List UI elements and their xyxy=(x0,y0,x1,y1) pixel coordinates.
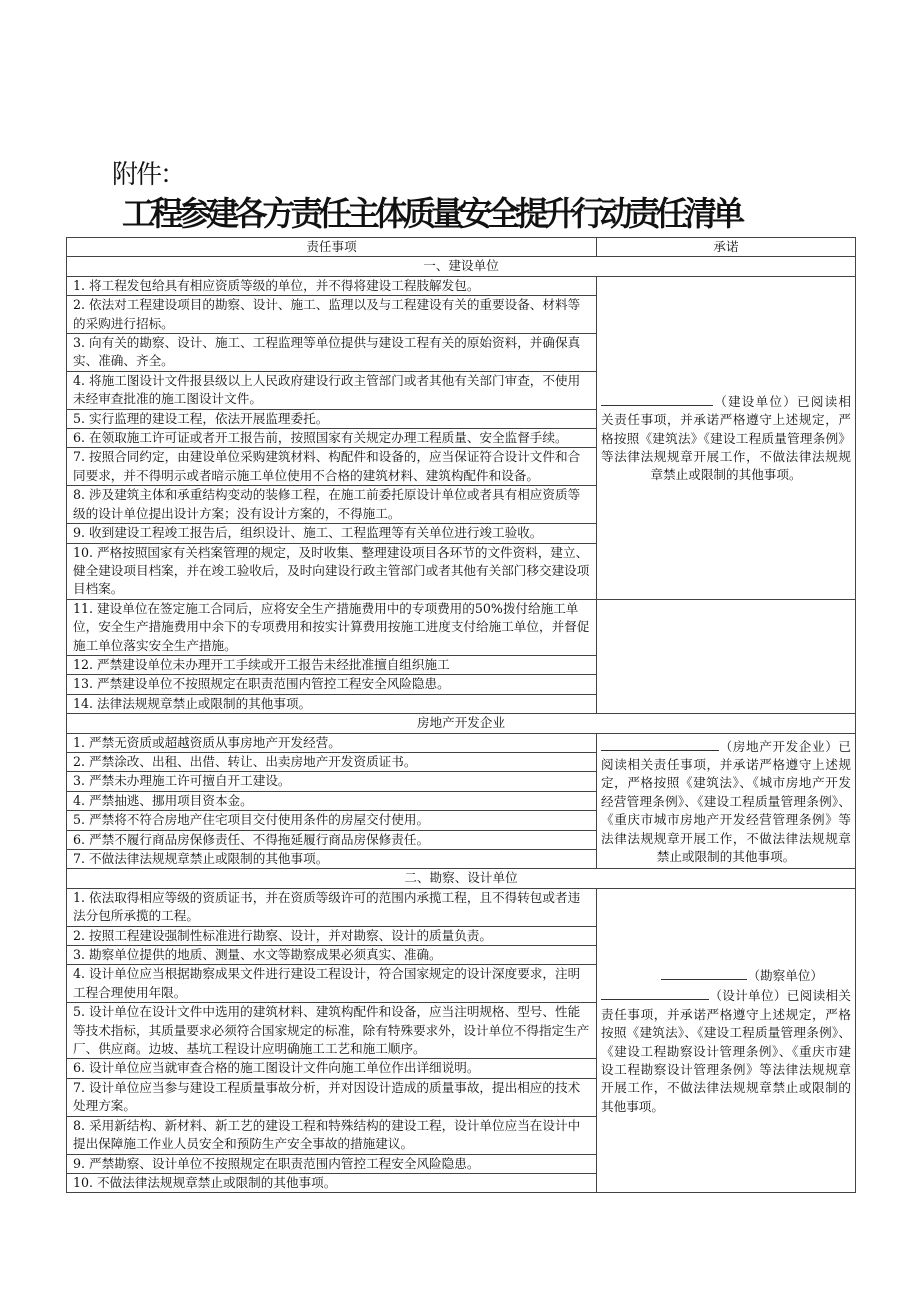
promise-unit: （勘察单位） xyxy=(747,967,823,983)
responsibility-item: 2. 依法对工程建设项目的勘察、设计、施工、监理以及与工程建设有关的重要设备、材料等的采购进行招标。 xyxy=(67,296,597,334)
promise-unit: （建设单位） xyxy=(713,393,798,409)
responsibility-item: 10. 不做法律法规规章禁止或限制的其他事项。 xyxy=(67,1173,597,1192)
table-row xyxy=(67,599,856,655)
promise-cell xyxy=(597,599,856,713)
header-promise: 承诺 xyxy=(597,238,856,257)
section-heading: 二、勘察、设计单位 xyxy=(67,869,856,888)
responsibility-item: 1. 依法取得相应等级的资质证书，并在资质等级许可的范围内承揽工程，且不得转包或者违法分包所承揽的工程。 xyxy=(67,888,597,926)
signature-blank[interactable] xyxy=(601,391,713,406)
responsibility-item: 5. 设计单位在设计文件中选用的建筑材料、建筑构配件和设备，应当注明规格、型号、性能等技术指标，其质量要求必须符合国家规定的标准，除有特殊要求外，设计单位不得指定生产厂、供应商。边坡、基坑工程设计应明确施工工艺和施工顺序。 xyxy=(67,1003,597,1059)
table-row xyxy=(67,888,856,926)
attachment-label: 附件： xyxy=(112,160,185,190)
promise-unit-2: （设计单位） xyxy=(709,988,787,1004)
header-items: 责任事项 xyxy=(67,238,597,257)
table-row xyxy=(67,276,856,295)
section-heading-row xyxy=(67,714,856,733)
section-heading: 房地产开发企业 xyxy=(67,714,856,733)
responsibility-item: 9. 严禁勘察、设计单位不按照规定在职责范围内管控工程安全风险隐患。 xyxy=(67,1154,597,1173)
responsibility-table xyxy=(66,237,856,1193)
promise-text: 已阅读相关责任事项，并承诺严格遵守上述规定，严格按照《建筑法》《建设工程质量管理条例》等法律法规规章开展工作，不做法律法规规章禁止或限制的其他事项。 xyxy=(601,393,852,483)
promise-unit: （房地产开发企业） xyxy=(719,738,839,754)
section-heading-row xyxy=(67,257,856,276)
promise-cell[interactable] xyxy=(597,276,856,599)
responsibility-item: 1. 将工程发包给具有相应资质等级的单位，并不得将建设工程肢解发包。 xyxy=(67,276,597,295)
responsibility-item: 5. 实行监理的建设工程，依法开展监理委托。 xyxy=(67,409,597,428)
responsibility-item: 8. 采用新结构、新材料、新工艺的建设工程和特殊结构的建设工程，设计单位应当在设计中提出保障施工作业人员安全和预防生产安全事故的措施建议。 xyxy=(67,1116,597,1154)
document-title: 工程参建各方责任主体质量安全提升行动责任清单 xyxy=(122,194,741,233)
responsibility-item: 6. 严禁不履行商品房保修责任、不得拖延履行商品房保修责任。 xyxy=(67,830,597,849)
signature-blank[interactable] xyxy=(661,965,747,980)
responsibility-item: 5. 严禁将不符合房地产住宅项目交付使用条件的房屋交付使用。 xyxy=(67,811,597,830)
responsibility-item: 6. 设计单位应当就审查合格的施工图设计文件向施工单位作出详细说明。 xyxy=(67,1059,597,1078)
section-heading: 一、建设单位 xyxy=(67,257,856,276)
signature-blank[interactable] xyxy=(601,736,719,751)
responsibility-item: 6. 在领取施工许可证或者开工报告前，按照国家有关规定办理工程质量、安全监督手续。 xyxy=(67,429,597,448)
responsibility-item: 14. 法律法规规章禁止或限制的其他事项。 xyxy=(67,694,597,713)
responsibility-item: 12. 严禁建设单位未办理开工手续或开工报告未经批准擅自组织施工 xyxy=(67,655,597,674)
responsibility-item: 9. 收到建设工程竣工报告后，组织设计、施工、工程监理等有关单位进行竣工验收。 xyxy=(67,524,597,543)
responsibility-item: 7. 不做法律法规规章禁止或限制的其他事项。 xyxy=(67,850,597,869)
responsibility-item: 7. 设计单位应当参与建设工程质量事故分析，并对因设计造成的质量事故，提出相应的技术处理方案。 xyxy=(67,1078,597,1116)
responsibility-item: 3. 勘察单位提供的地质、测量、水文等勘察成果必须真实、准确。 xyxy=(67,946,597,965)
responsibility-item: 4. 严禁抽逃、挪用项目资本金。 xyxy=(67,791,597,810)
table-header-row xyxy=(67,238,856,257)
responsibility-item: 10. 严格按照国家有关档案管理的规定，及时收集、整理建设项目各环节的文件资料，建立、健全建设项目档案，并在竣工验收后，及时向建设行政主管部门或者其他有关部门移交建设项目档案。 xyxy=(67,543,597,599)
promise-text: 已阅读相关责任事项，并承诺严格遵守上述规定，严格按照《建筑法》、《建设工程质量管理条例》、《建设工程勘察设计管理条例》、《重庆市建设工程勘察设计管理条例》等法律法规规章开展工作，不做法律法规规章禁止或限制的其他事项。 xyxy=(601,988,852,1114)
responsibility-item: 11. 建设单位在签定施工合同后，应将安全生产措施费用中的专项费用的50%拨付给施工单位，安全生产措施费用中余下的专项费用和按实计算费用按施工进度支付给施工单位，并督促施工单位落实安全生产措施。 xyxy=(67,599,597,655)
promise-cell[interactable] xyxy=(597,733,856,869)
responsibility-item: 4. 将施工图设计文件报县级以上人民政府建设行政主管部门或者其他有关部门审查，不使用未经审查批准的施工图设计文件。 xyxy=(67,371,597,409)
responsibility-item: 7. 按照合同约定，由建设单位采购建筑材料、构配件和设备的，应当保证符合设计文件和合同要求，并不得明示或者暗示施工单位使用不合格的建筑材料、建筑构配件和设备。 xyxy=(67,448,597,486)
responsibility-item: 1. 严禁无资质或超越资质从事房地产开发经营。 xyxy=(67,733,597,752)
signature-blank[interactable] xyxy=(601,985,709,1000)
responsibility-item: 2. 严禁涂改、出租、出借、转让、出卖房地产开发资质证书。 xyxy=(67,752,597,771)
responsibility-item: 2. 按照工程建设强制性标准进行勘察、设计，并对勘察、设计的质量负责。 xyxy=(67,926,597,945)
responsibility-item: 13. 严禁建设单位不按照规定在职责范围内管控工程安全风险隐患。 xyxy=(67,675,597,694)
responsibility-item: 4. 设计单位应当根据勘察成果文件进行建设工程设计，符合国家规定的设计深度要求，注明工程合理使用年限。 xyxy=(67,965,597,1003)
table-row xyxy=(67,733,856,752)
responsibility-item: 3. 严禁未办理施工许可擅自开工建设。 xyxy=(67,772,597,791)
promise-cell[interactable] xyxy=(597,888,856,1193)
responsibility-item: 3. 向有关的勘察、设计、施工、工程监理等单位提供与建设工程有关的原始资料，并确保真实、准确、齐全。 xyxy=(67,334,597,372)
responsibility-item: 8. 涉及建筑主体和承重结构变动的装修工程，在施工前委托原设计单位或者具有相应资质等级的设计单位提出设计方案；没有设计方案的，不得施工。 xyxy=(67,486,597,524)
section-heading-row xyxy=(67,869,856,888)
promise-text: 已阅读相关责任事项，并承诺严格遵守上述规定，严格按照《建筑法》、《城市房地产开发经营管理条例》、《建设工程质量管理条例》、《重庆市城市房地产开发经营管理条例》等法律法规规章开展工作，不做法律法规规章禁止或限制的其他事项。 xyxy=(601,738,851,864)
